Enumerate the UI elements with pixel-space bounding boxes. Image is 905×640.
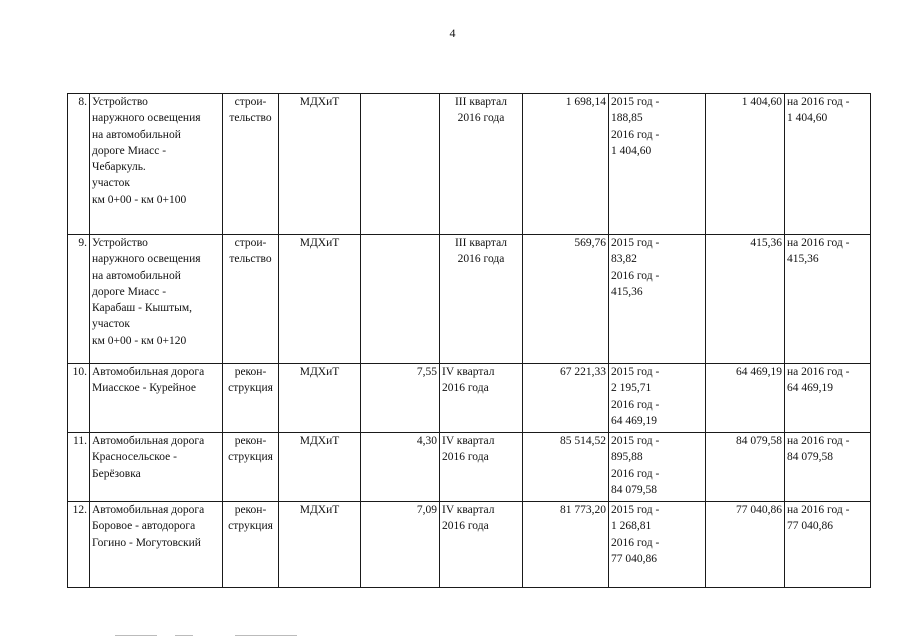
length [361, 94, 440, 235]
remaining-cost: 1 404,60 [706, 94, 785, 235]
work-type: рекон- струкция [223, 364, 279, 433]
row-number: 10. [68, 364, 90, 433]
work-type: строи- тельство [223, 235, 279, 364]
funding-plan: на 2016 год - 84 079,58 [785, 433, 871, 502]
funding-by-year: 2015 год - 83,82 2016 год - 415,36 [609, 235, 706, 364]
page-number: 4 [449, 26, 456, 40]
completion-term: IV квартал 2016 года [440, 364, 523, 433]
remaining-cost: 77 040,86 [706, 502, 785, 588]
customer: МДХиТ [279, 433, 361, 502]
funding-by-year: 2015 год - 2 195,71 2016 год - 64 469,19 [609, 364, 706, 433]
object-name: Автомобильная дорога Боровое - автодорога Гогино - Могутовский [90, 502, 223, 588]
customer: МДХиТ [279, 94, 361, 235]
estimated-cost: 1 698,14 [523, 94, 609, 235]
funding-by-year: 2015 год - 895,88 2016 год - 84 079,58 [609, 433, 706, 502]
table-row [68, 364, 871, 433]
estimated-cost: 569,76 [523, 235, 609, 364]
row-number: 12. [68, 502, 90, 588]
scan-artifact-marks [0, 635, 905, 639]
funding-plan: на 2016 год - 415,36 [785, 235, 871, 364]
remaining-cost: 84 079,58 [706, 433, 785, 502]
customer: МДХиТ [279, 364, 361, 433]
completion-term: III квартал 2016 года [440, 94, 523, 235]
objects-table [67, 93, 871, 588]
completion-term: III квартал 2016 года [440, 235, 523, 364]
customer: МДХиТ [279, 235, 361, 364]
table-row [68, 94, 871, 235]
estimated-cost: 81 773,20 [523, 502, 609, 588]
length [361, 235, 440, 364]
completion-term: IV квартал 2016 года [440, 502, 523, 588]
row-number: 11. [68, 433, 90, 502]
length: 4,30 [361, 433, 440, 502]
remaining-cost: 64 469,19 [706, 364, 785, 433]
object-name: Автомобильная дорога Красносельское - Берёзовка [90, 433, 223, 502]
object-name: Устройство наружного освещения на автомобильной дороге Миасс - Чебаркуль. участок км 0+00 - км 0+100 [90, 94, 223, 235]
estimated-cost: 85 514,52 [523, 433, 609, 502]
work-type: рекон- струкция [223, 433, 279, 502]
funding-plan: на 2016 год - 77 040,86 [785, 502, 871, 588]
length: 7,55 [361, 364, 440, 433]
remaining-cost: 415,36 [706, 235, 785, 364]
funding-by-year: 2015 год - 188,85 2016 год - 1 404,60 [609, 94, 706, 235]
completion-term: IV квартал 2016 года [440, 433, 523, 502]
table-row [68, 502, 871, 588]
table-row [68, 433, 871, 502]
row-number: 9. [68, 235, 90, 364]
object-name: Автомобильная дорога Миасское - Курейное [90, 364, 223, 433]
object-name: Устройство наружного освещения на автомобильной дороге Миасс - Карабаш - Кыштым, участок км 0+00 - км 0+120 [90, 235, 223, 364]
customer: МДХиТ [279, 502, 361, 588]
work-type: строи- тельство [223, 94, 279, 235]
table-row [68, 235, 871, 364]
work-type: рекон- струкция [223, 502, 279, 588]
estimated-cost: 67 221,33 [523, 364, 609, 433]
funding-plan: на 2016 год - 64 469,19 [785, 364, 871, 433]
row-number: 8. [68, 94, 90, 235]
funding-by-year: 2015 год - 1 268,81 2016 год - 77 040,86 [609, 502, 706, 588]
length: 7,09 [361, 502, 440, 588]
funding-plan: на 2016 год - 1 404,60 [785, 94, 871, 235]
